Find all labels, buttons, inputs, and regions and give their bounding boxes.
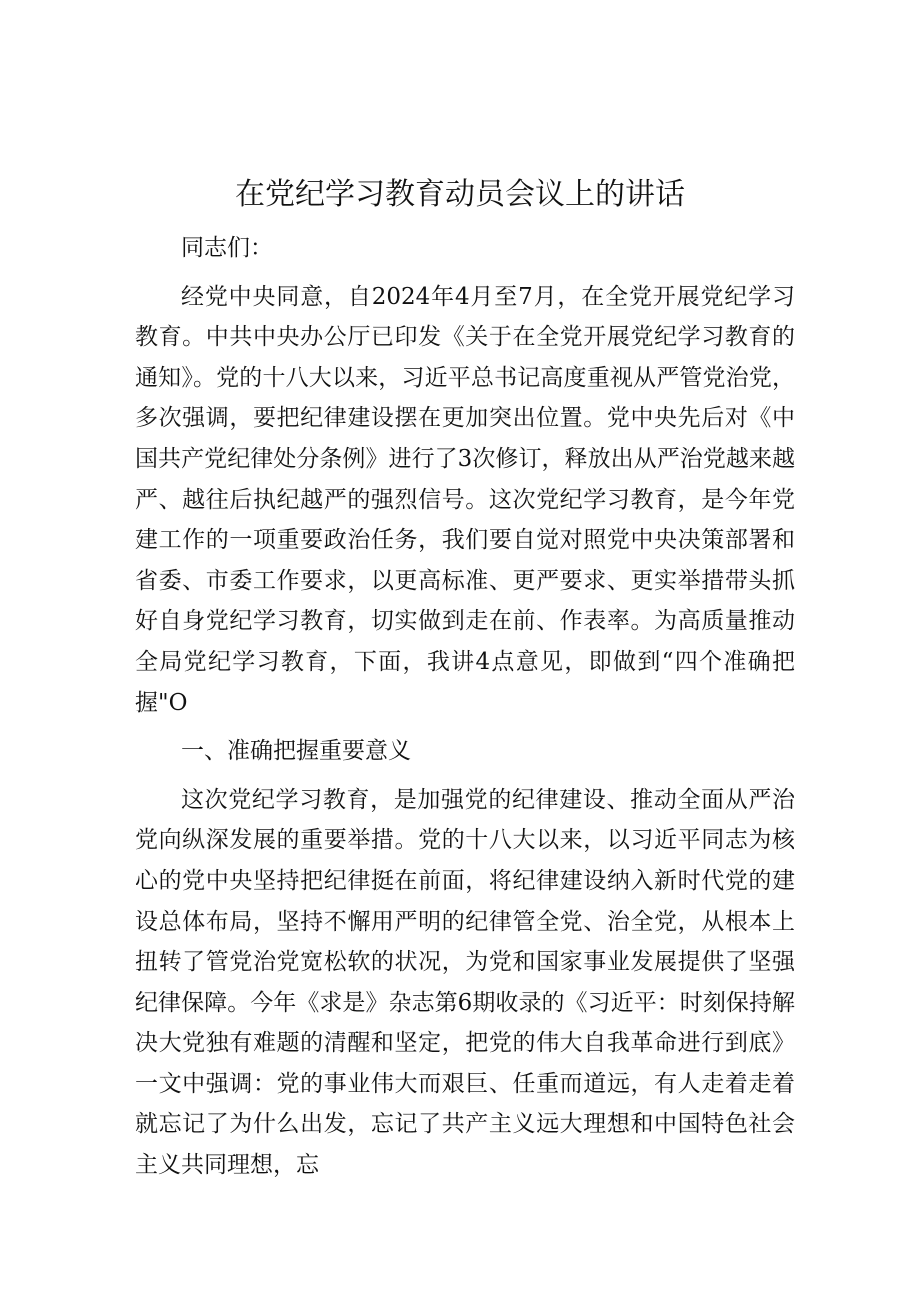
document-body [135,228,795,1186]
document-title: 在党纪学习教育动员会议上的讲话 [235,177,685,212]
salutation: 同志们： [181,235,273,261]
paragraph-intro: 经党中央同意，自2024年4月至7月，在全党开展党纪学习教育。中共中央办公厅已印发《关于在全党开展党纪学习教育的通知》。党的十八大以来，习近平总书记高度重视从严管党治党，多次强调，要把纪律建设摆在更加突出位置。党中央先后对《中国共产党纪律处分条例》进行了3次修订，释放出从严治党越来越严、越往后执纪越严的强烈信号。这次党纪学习教育，是今年党建工作的一项重要政治任务，我们要自觉对照党中央决策部署和省委、市委工作要求，以更高标准、更严要求、更实举措带头抓好自身党纪学习教育，切实做到走在前、作表率。为高质量推动全局党纪学习教育，下面，我讲4点意见，即做到“四个准确把握"O [135,283,795,716]
section-heading-1: 一、准确把握重要意义 [181,738,411,765]
paragraph-section-1: 这次党纪学习教育，是加强党的纪律建设、推动全面从严治党向纵深发展的重要举措。党的十八大以来，以习近平同志为核心的党中央坚持把纪律挺在前面，将纪律建设纳入新时代党的建设总体布局，坚持不懈用严明的纪律管全党、治全党，从根本上扭转了管党治党宽松软的状况，为党和国家事业发展提供了坚强纪律保障。今年《求是》杂志第6期收录的《习近平：时刻保持解决大党独有难题的清醒和坚定，把党的伟大自我革命进行到底》一文中强调：党的事业伟大而艰巨、任重而道远，有人走着走着就忘记了为什么出发，忘记了共产主义远大理想和中国特色社会主义共同理想，忘 [135,786,795,1179]
